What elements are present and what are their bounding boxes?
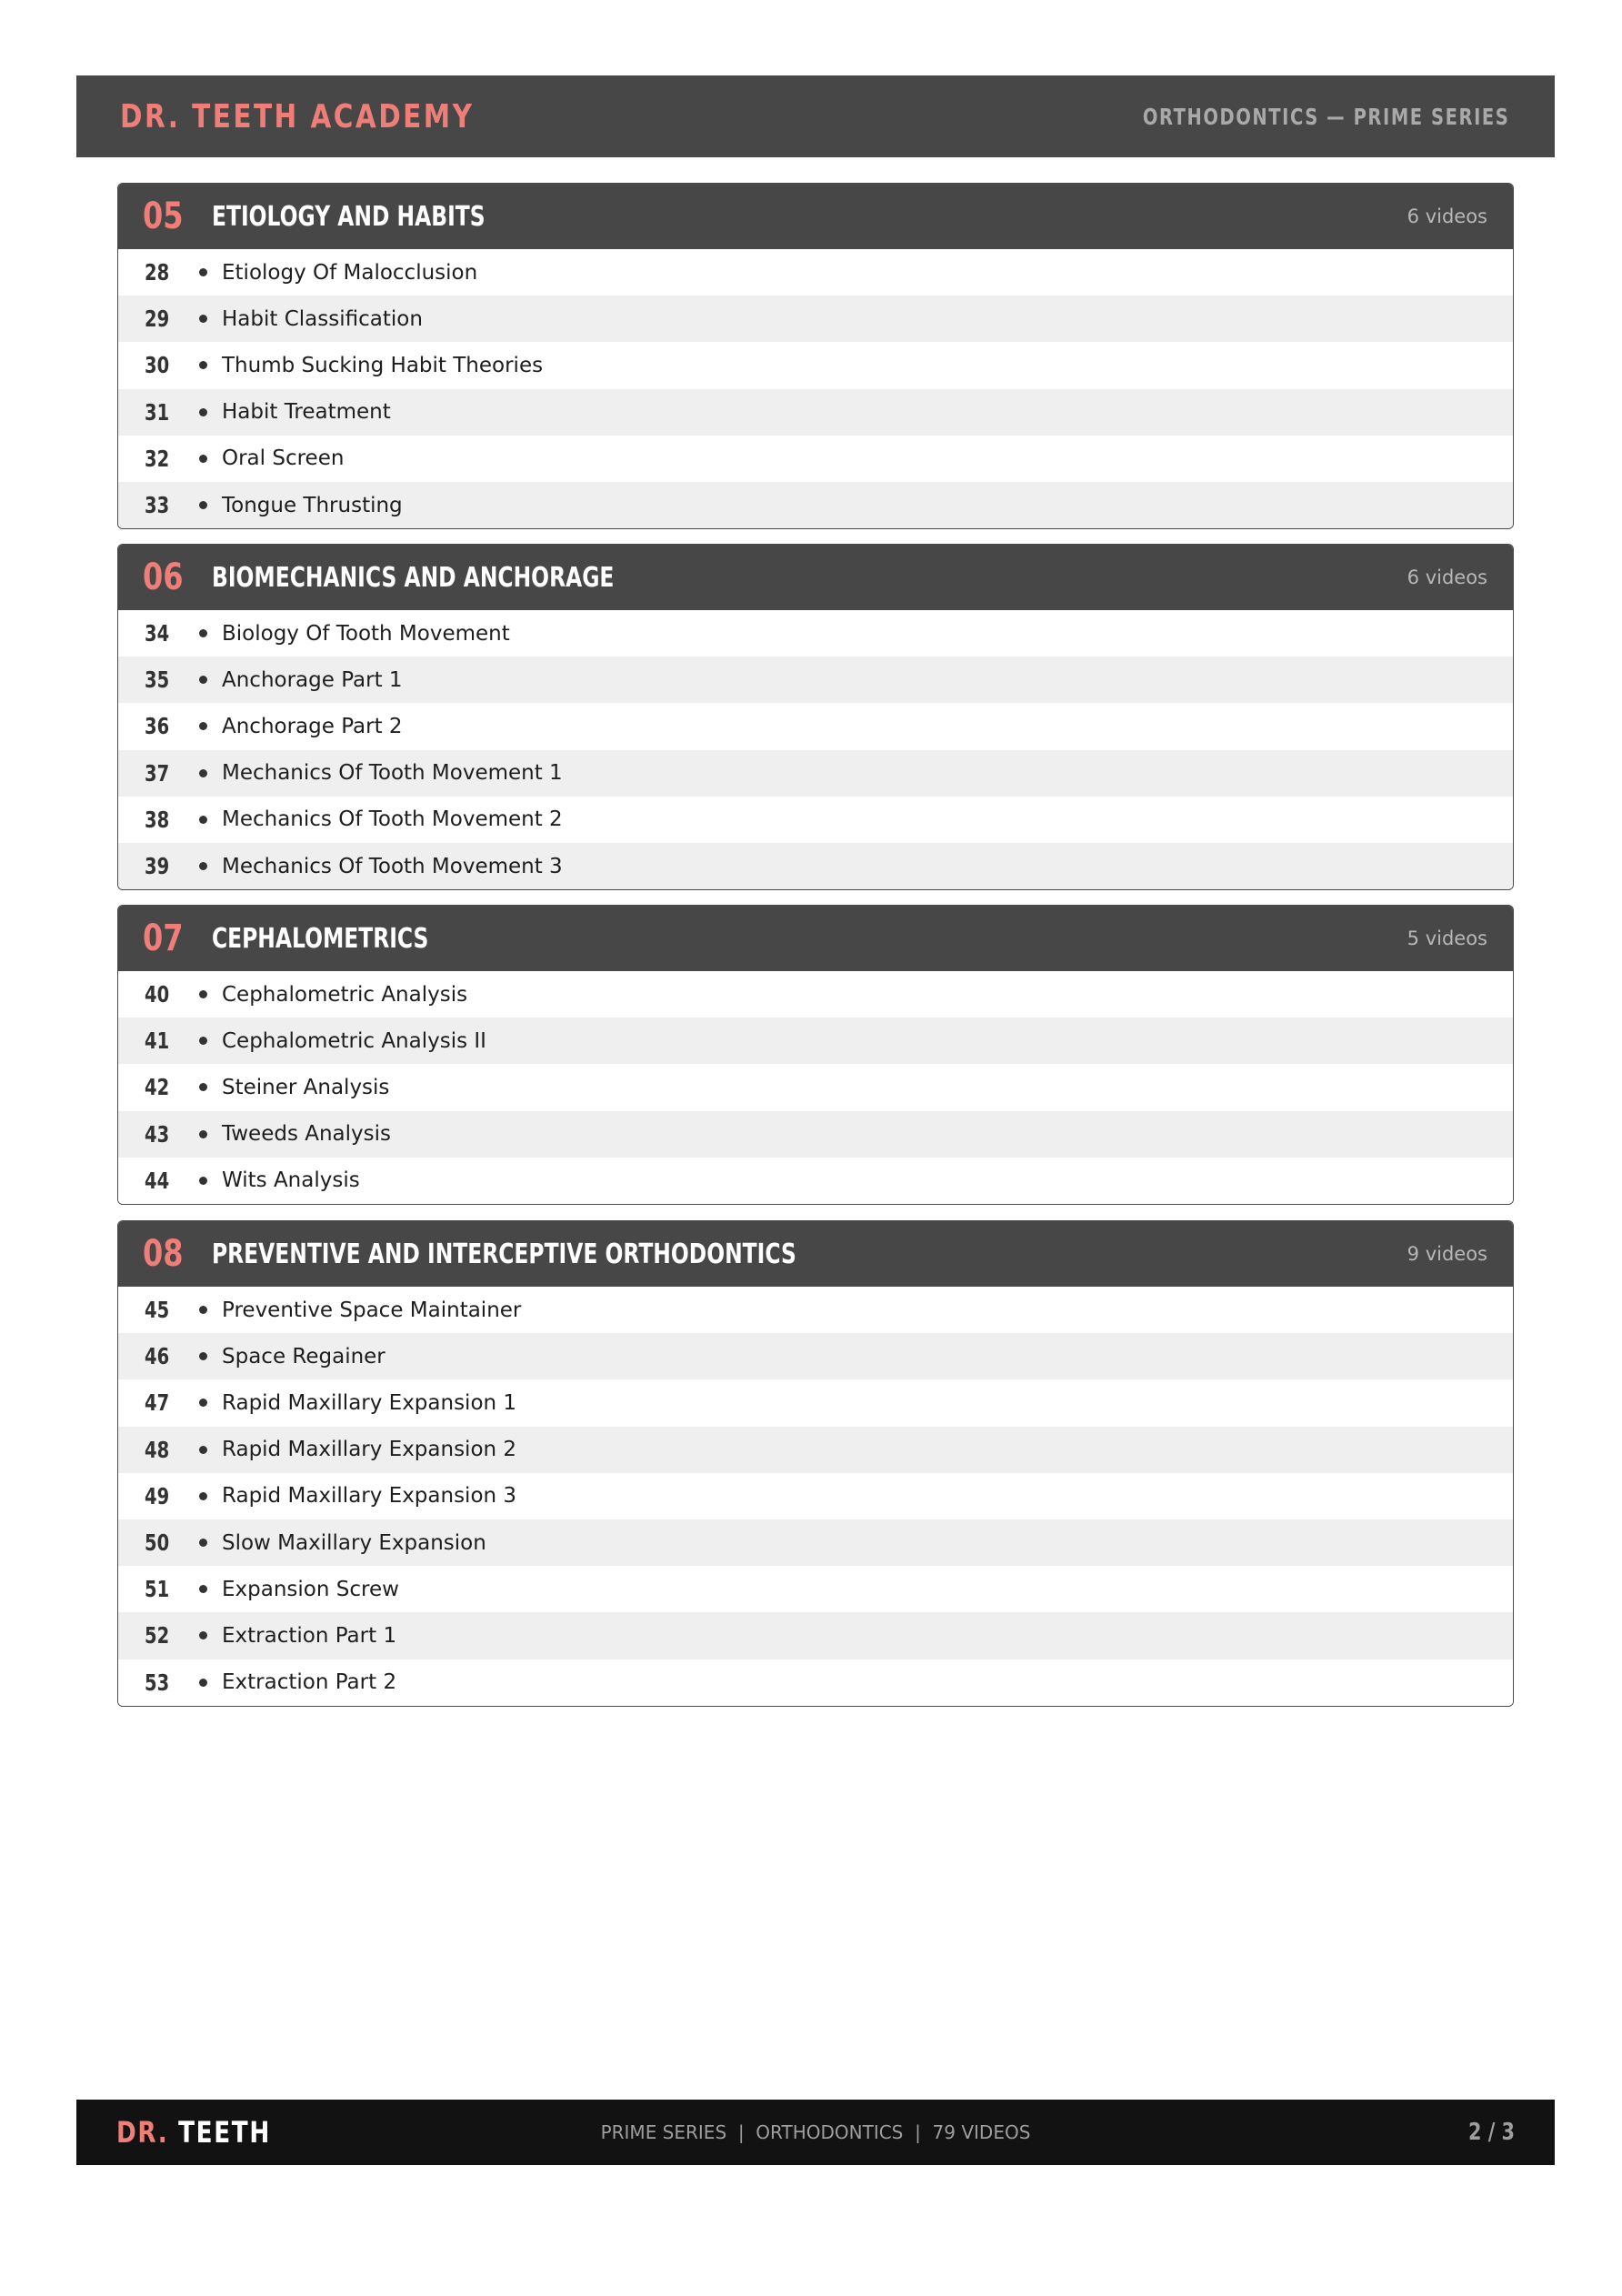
bullet-icon	[199, 1130, 207, 1138]
video-number: 52	[145, 1622, 170, 1649]
video-title: Etiology Of Malocclusion	[222, 260, 478, 285]
bullet-icon	[199, 1539, 207, 1547]
video-list	[118, 1287, 1513, 1706]
video-number: 37	[145, 759, 170, 787]
video-title: Mechanics Of Tooth Movement 1	[222, 761, 563, 786]
video-title: Slow Maxillary Expansion	[222, 1530, 486, 1555]
page-number: 2 / 3	[1467, 2119, 1515, 2146]
bullet-icon	[199, 1679, 207, 1687]
module-section	[117, 905, 1514, 1205]
bullet-icon	[199, 722, 207, 730]
module-header	[118, 545, 1513, 610]
video-title: Anchorage Part 1	[222, 667, 403, 692]
video-title: Steiner Analysis	[222, 1075, 390, 1099]
video-title: Habit Classification	[222, 306, 423, 331]
bullet-icon	[199, 629, 207, 637]
module-number: 07	[143, 917, 184, 959]
video-number: 28	[145, 259, 170, 286]
video-number: 42	[145, 1074, 170, 1101]
video-number: 45	[145, 1297, 170, 1324]
video-title: Rapid Maxillary Expansion 3	[222, 1484, 517, 1509]
video-title: Mechanics Of Tooth Movement 3	[222, 854, 563, 878]
video-title: Cephalometric Analysis	[222, 982, 468, 1007]
bullet-icon	[199, 1083, 207, 1091]
module-title: CEPHALOMETRICS	[212, 922, 429, 955]
list-item	[118, 1333, 1513, 1379]
bullet-icon	[199, 408, 207, 416]
bullet-icon	[199, 268, 207, 276]
list-item	[118, 436, 1513, 482]
video-title: Wits Analysis	[222, 1168, 360, 1193]
bullet-icon	[199, 676, 207, 684]
list-item	[118, 971, 1513, 1018]
bullet-icon	[199, 1352, 207, 1360]
bullet-icon	[199, 816, 207, 824]
video-title: Rapid Maxillary Expansion 2	[222, 1438, 517, 1462]
bullet-icon	[199, 501, 207, 509]
bullet-icon	[199, 1446, 207, 1454]
video-title: Anchorage Part 2	[222, 714, 403, 738]
list-item	[118, 657, 1513, 703]
video-number: 36	[145, 713, 170, 740]
list-item	[118, 703, 1513, 749]
video-number: 53	[145, 1669, 170, 1696]
video-number: 49	[145, 1482, 170, 1509]
video-number: 40	[145, 981, 170, 1008]
list-item	[118, 296, 1513, 342]
list-item	[118, 1064, 1513, 1110]
module-section	[117, 1220, 1514, 1707]
module-title: PREVENTIVE AND INTERCEPTIVE ORTHODONTICS	[212, 1238, 796, 1270]
brand-title: DR. TEETH ACADEMY	[120, 97, 475, 135]
bullet-icon	[199, 1631, 207, 1639]
video-number: 30	[145, 352, 170, 379]
bullet-icon	[199, 1177, 207, 1185]
bullet-icon	[199, 315, 207, 323]
page-header	[76, 75, 1555, 157]
video-title: Biology Of Tooth Movement	[222, 621, 510, 646]
video-title: Expansion Screw	[222, 1577, 399, 1601]
video-number: 39	[145, 853, 170, 880]
list-item	[118, 1111, 1513, 1158]
video-number: 31	[145, 398, 170, 426]
list-item	[118, 1287, 1513, 1333]
video-number: 29	[145, 306, 170, 333]
list-item	[118, 342, 1513, 388]
list-item	[118, 610, 1513, 657]
list-item	[118, 1519, 1513, 1566]
video-number: 51	[145, 1576, 170, 1603]
video-number: 41	[145, 1028, 170, 1055]
video-number: 46	[145, 1343, 170, 1370]
list-item	[118, 1379, 1513, 1426]
video-count: 9 videos	[1407, 1243, 1487, 1265]
video-title: Extraction Part 2	[222, 1670, 397, 1695]
video-number: 32	[145, 445, 170, 472]
bullet-icon	[199, 1585, 207, 1593]
video-title: Rapid Maxillary Expansion 1	[222, 1390, 517, 1415]
video-number: 47	[145, 1389, 170, 1417]
list-item	[118, 482, 1513, 528]
video-number: 38	[145, 806, 170, 833]
module-number: 06	[143, 556, 184, 598]
list-item	[118, 1659, 1513, 1706]
module-number: 05	[143, 196, 184, 237]
module-header	[118, 184, 1513, 249]
list-item	[118, 1427, 1513, 1473]
module-header	[118, 906, 1513, 971]
video-title: Thumb Sucking Habit Theories	[222, 353, 544, 377]
bullet-icon	[199, 455, 207, 463]
video-number: 35	[145, 667, 170, 694]
video-list	[118, 249, 1513, 528]
bullet-icon	[199, 1037, 207, 1045]
video-list	[118, 610, 1513, 889]
list-item	[118, 1018, 1513, 1064]
video-title: Tweeds Analysis	[222, 1122, 392, 1147]
footer-brand: DR. TEETH	[116, 2115, 271, 2150]
list-item	[118, 1612, 1513, 1659]
list-item	[118, 797, 1513, 843]
video-number: 33	[145, 492, 170, 519]
video-title: Habit Treatment	[222, 400, 391, 425]
video-title: Cephalometric Analysis II	[222, 1028, 486, 1053]
video-count: 5 videos	[1407, 927, 1487, 949]
bullet-icon	[199, 361, 207, 369]
footer-meta: PRIME SERIES | ORTHODONTICS | 79 VIDEOS	[600, 2121, 1031, 2143]
video-title: Space Regainer	[222, 1344, 385, 1369]
list-item	[118, 843, 1513, 889]
module-header	[118, 1221, 1513, 1287]
video-number: 50	[145, 1529, 170, 1557]
video-number: 34	[145, 620, 170, 647]
module-section	[117, 183, 1514, 529]
video-title: Mechanics Of Tooth Movement 2	[222, 807, 563, 832]
video-number: 43	[145, 1120, 170, 1148]
bullet-icon	[199, 1492, 207, 1500]
video-number: 48	[145, 1436, 170, 1463]
bullet-icon	[199, 769, 207, 777]
bullet-icon	[199, 990, 207, 998]
video-title: Extraction Part 1	[222, 1623, 397, 1648]
bullet-icon	[199, 862, 207, 870]
module-number: 08	[143, 1233, 184, 1275]
list-item	[118, 1473, 1513, 1519]
list-item	[118, 750, 1513, 797]
list-item	[118, 1158, 1513, 1204]
bullet-icon	[199, 1306, 207, 1314]
module-section	[117, 544, 1514, 890]
series-label: ORTHODONTICS — PRIME SERIES	[1142, 103, 1509, 130]
video-title: Oral Screen	[222, 446, 345, 471]
video-title: Tongue Thrusting	[222, 493, 403, 517]
video-number: 44	[145, 1167, 170, 1194]
list-item	[118, 1566, 1513, 1612]
video-count: 6 videos	[1407, 206, 1487, 227]
list-item	[118, 249, 1513, 296]
video-title: Preventive Space Maintainer	[222, 1298, 522, 1322]
video-list	[118, 971, 1513, 1204]
page-footer	[76, 2100, 1555, 2165]
bullet-icon	[199, 1399, 207, 1407]
module-title: ETIOLOGY AND HABITS	[212, 200, 486, 233]
list-item	[118, 389, 1513, 436]
video-count: 6 videos	[1407, 566, 1487, 588]
module-title: BIOMECHANICS AND ANCHORAGE	[212, 561, 615, 594]
